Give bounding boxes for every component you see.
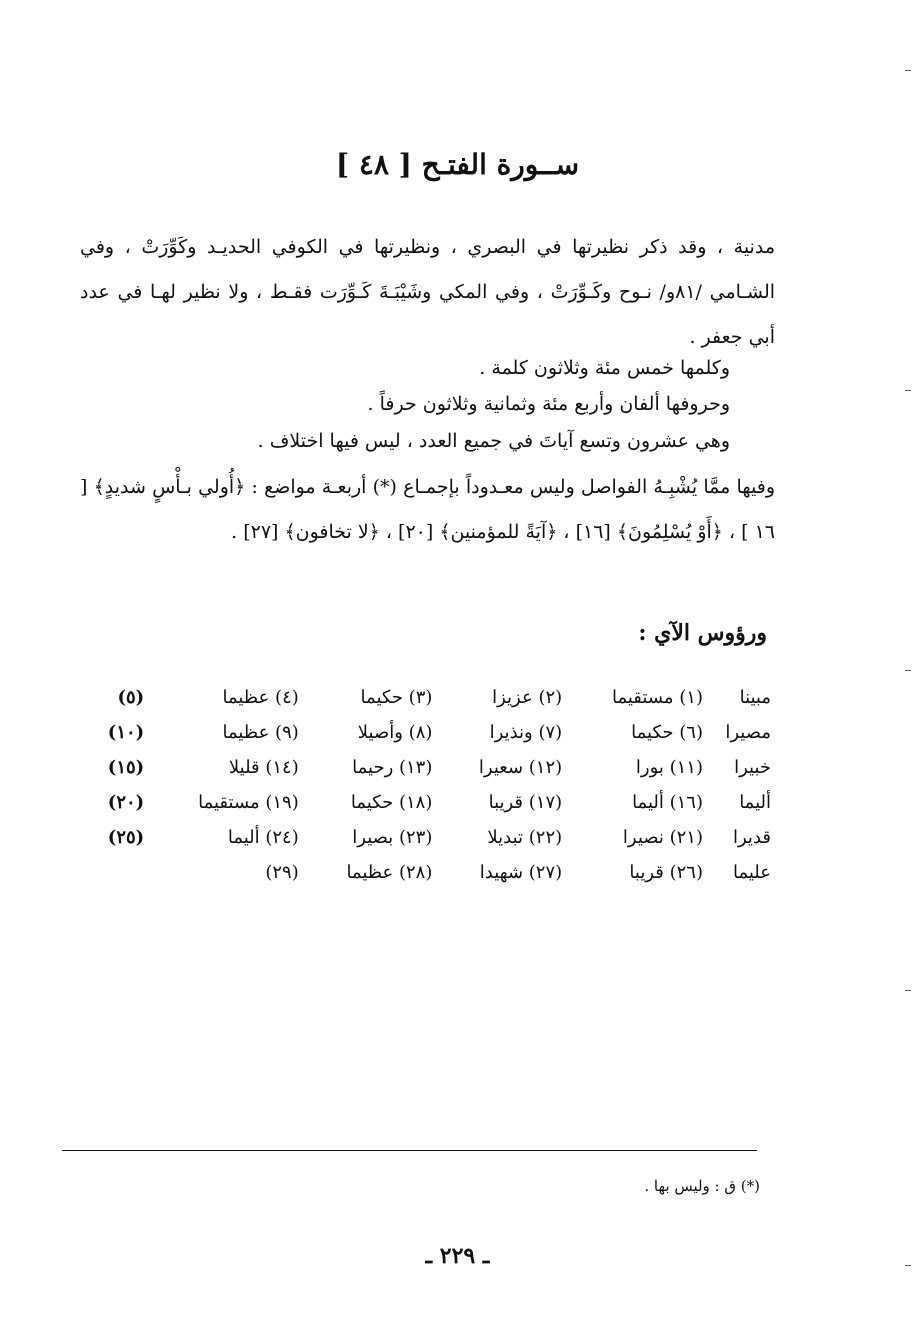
verse-endings-heading: ورؤوس الآي : <box>638 620 767 646</box>
footnote-divider <box>62 1150 757 1151</box>
verse-endings-table <box>85 680 775 890</box>
scan-edge-mark <box>905 390 911 391</box>
verse-numbered-ending-cell: (٢٦) قريبا <box>629 862 703 883</box>
verse-numbered-ending-cell: (١٦) أليما <box>632 792 703 813</box>
verse-numbered-ending-cell: (٢٢) تبديلا <box>487 827 563 848</box>
intro-paragraph: مدنية ، وقد ذكر نظيرتها في البصري ، ونظيرتها في الكوفي الحديـد وكَوِّرَتْ ، وفي الشـامي /٨١و/ نـوح وكَـوِّرَتْ ، وفي المكي وشَيْبَـةَ كَـوِّرَت فقـط ، ولا نظير لهـا في عدد أبي جعفر . <box>80 236 776 348</box>
page-number: ـ ٢٢٩ ـ <box>425 1243 490 1269</box>
similar-endings-paragraph: وفيها ممَّا يُشْبِـهُ الفواصل وليس معـدوداً بإجمـاع (*) أربعـة مواضع : ﴿أُولي بـأْسٍ شديدٍ﴾ [ ١٦ ] ، ﴿أَوْ يُسْلِمُونَ﴾ [١٦] ، ﴿آيَةً للمؤمنين﴾ [٢٠] ، ﴿لا تخافون﴾ [٢٧] . <box>80 476 775 543</box>
verse-ending-cell: مبينا <box>739 687 771 708</box>
surah-title: ســورة الفتـح [ ٤٨ ] <box>335 148 580 181</box>
verse-numbered-ending-cell: (١٣) رحيما <box>352 757 433 778</box>
letter-count-line: وحروفها ألفان وأربع مئة وثمانية وثلاثون حرفاً . <box>367 393 730 415</box>
verse-ending-cell: عليما <box>732 862 771 883</box>
verse-numbered-ending-cell: (٢٨) عظيما <box>346 862 433 883</box>
verse-numbered-ending-cell: (١٧) قريبا <box>488 792 563 813</box>
verse-numbered-ending-cell: (٢٩) <box>265 862 299 883</box>
verse-numbered-ending-cell: (١٨) حكيما <box>350 792 433 813</box>
verse-numbered-ending-cell: (٣) حكيما <box>360 687 433 708</box>
scan-edge-mark <box>905 1265 911 1266</box>
verse-numbered-ending-cell <box>85 855 148 890</box>
word-count-line: وكلمها خمس مئة وثلاثون كلمة . <box>479 357 730 379</box>
footnote: (*) ق : وليس بها . <box>644 1177 760 1195</box>
scan-edge-mark <box>905 70 911 71</box>
verse-numbered-ending-cell: (٩) عظيما <box>222 722 299 743</box>
verse-ending-cell: أليما <box>739 792 771 813</box>
verse-numbered-ending-cell: (١١) بورا <box>635 757 703 778</box>
verse-row <box>85 750 775 785</box>
verse-row <box>85 820 775 855</box>
verse-row <box>85 855 775 890</box>
verse-numbered-ending-cell: (١٢) سعيرا <box>478 757 563 778</box>
verse-ending-cell: مصيرا <box>725 722 771 743</box>
verse-numbered-ending-cell: (١٩) مستقيما <box>198 792 299 813</box>
verse-count-line: وهي عشرون وتسع آياتَ في جميع العدد ، ليس فيها اختلاف . <box>257 430 730 452</box>
verse-numbered-ending-cell: (٨) وأصيلا <box>357 722 433 743</box>
verse-numbered-ending-cell: (١٥) <box>107 757 145 778</box>
verse-row <box>85 785 775 820</box>
verse-numbered-ending-cell: (٢٥) <box>107 827 145 848</box>
verse-numbered-ending-cell: (٢٣) بصيرا <box>352 827 433 848</box>
verse-ending-cell: خبيرا <box>734 757 771 778</box>
verse-numbered-ending-cell: (٤) عظيما <box>222 687 299 708</box>
verse-numbered-ending-cell: (١٠) <box>107 722 145 743</box>
verse-numbered-ending-cell: (٢) عزيزا <box>492 687 563 708</box>
verse-numbered-ending-cell: (٢٧) شهيدا <box>479 862 563 883</box>
verse-numbered-ending-cell: (٦) حكيما <box>631 722 703 743</box>
verse-numbered-ending-cell: (٢٠) <box>107 792 145 813</box>
scan-edge-mark <box>905 670 911 671</box>
verse-numbered-ending-cell: (٢١) نصيرا <box>622 827 703 848</box>
verse-numbered-ending-cell: (٢٤) أليما <box>227 827 299 848</box>
verse-numbered-ending-cell: (١٤) قليلا <box>228 757 299 778</box>
verse-row <box>85 715 775 750</box>
scan-edge-mark <box>905 990 911 991</box>
verse-numbered-ending-cell: (١) مستقيما <box>611 687 703 708</box>
verse-row <box>85 680 775 715</box>
verse-ending-cell: قديرا <box>733 827 771 848</box>
verse-numbered-ending-cell: (٥) <box>117 687 145 708</box>
verse-numbered-ending-cell: (٧) ونذيرا <box>489 722 563 743</box>
